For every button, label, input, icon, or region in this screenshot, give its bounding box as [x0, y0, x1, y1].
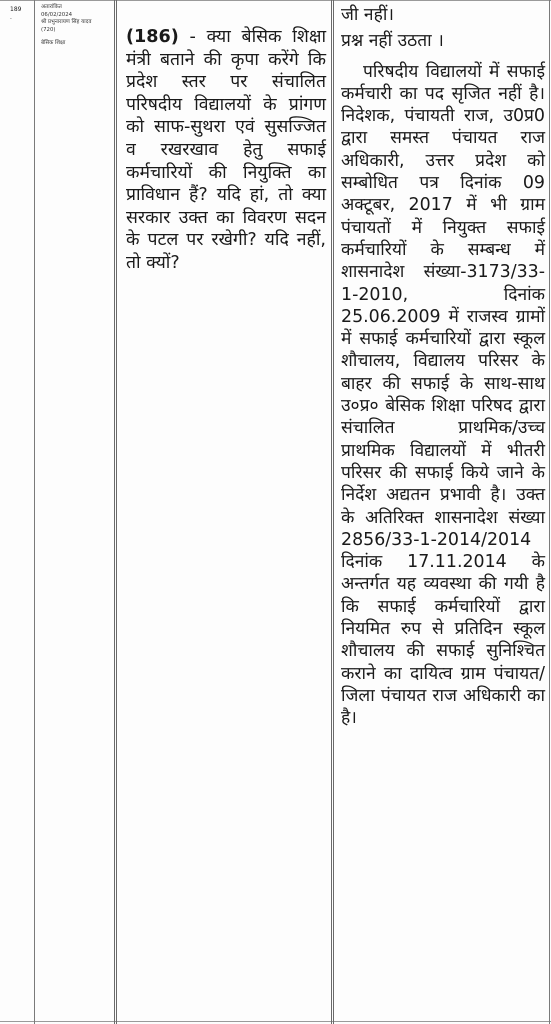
answer-cell [335, 0, 551, 734]
question-text: - क्या बेसिक शिक्षा मंत्री बताने की कृपा करेंगे कि प्रदेश स्तर पर संचालित परिषदीय विद्यालयों के प्रांगण को साफ-सुथरा एवं सुसज्जित व रखरखाव हेतु सफाई कर्मचारियों की नियुक्ति का प्राविधान हैं? यदि हां, तो क्या सरकार उक्त का विवरण सदन के पटल पर रखेगी? यदि नहीं, तो क्यों? [126, 27, 326, 273]
question-cell [118, 0, 332, 275]
column-divider-serial [34, 0, 35, 1024]
answer-line-2: प्रश्न नहीं उठता । [341, 31, 444, 52]
serial-cell [0, 0, 34, 22]
department-name: बेसिक शिक्षा [41, 40, 66, 46]
column-divider-meta [114, 0, 117, 1024]
answer-paragraph: परिषदीय विद्यालयों में सफाई कर्मचारी का पद सृजित नहीं है। निदेशक, पंचायती राज, उ0प्र0 द्वारा समस्त पंचायत राज अधिकारी, उत्तर प्रदेश को सम्बोधित पत्र दिनांक 09 अक्टूबर, 2017 में भी ग्राम पंचायतों में नियुक्त सफाई कर्मचारियों के सम्बन्ध में शासनादेश संख्या-3173/33-1-2010, दिनांक 25.06.2009 में राजस्व ग्रामों में सफाई कर्मचारियों द्वारा स्कूल शौचालय, विद्यालय परिसर के बाहर की सफाई के साथ-साथ उ०प्र० बेसिक शिक्षा परिषद द्वारा संचालित प्राथमिक/उच्च प्राथमिक विद्यालयों में भीतरी परिसर की सफाई किये जाने के निर्देश अद्यतन प्रभावी है। उक्त के अतिरिक्त शासनादेश संख्या 2856/33-1-2014/2014 दिनांक 17.11.2014 के अन्तर्गत यह व्यवस्था की गयी है कि सफाई कर्मचारियों द्वारा नियमित रुप से प्रतिदिन स्कूल शौचालय की सफाई सुनिश्चित कराने का दायित्व ग्राम पंचायत/जिला पंचायत राज अधिकारी का है। [341, 61, 545, 729]
answer-line-1: जी नहीं। [341, 5, 394, 25]
member-name: श्री प्रभुनारायण सिंह यादव [41, 19, 92, 25]
question-date: 06/02/2024 [41, 11, 73, 18]
table-bottom-border [0, 1021, 551, 1022]
question-number: (186) [126, 27, 179, 47]
serial-number: 189 [10, 6, 22, 13]
question-status: अतारांकित [41, 4, 62, 10]
member-code: (720) [41, 26, 56, 33]
serial-sub: . [10, 14, 12, 21]
question-meta-cell [36, 0, 116, 48]
